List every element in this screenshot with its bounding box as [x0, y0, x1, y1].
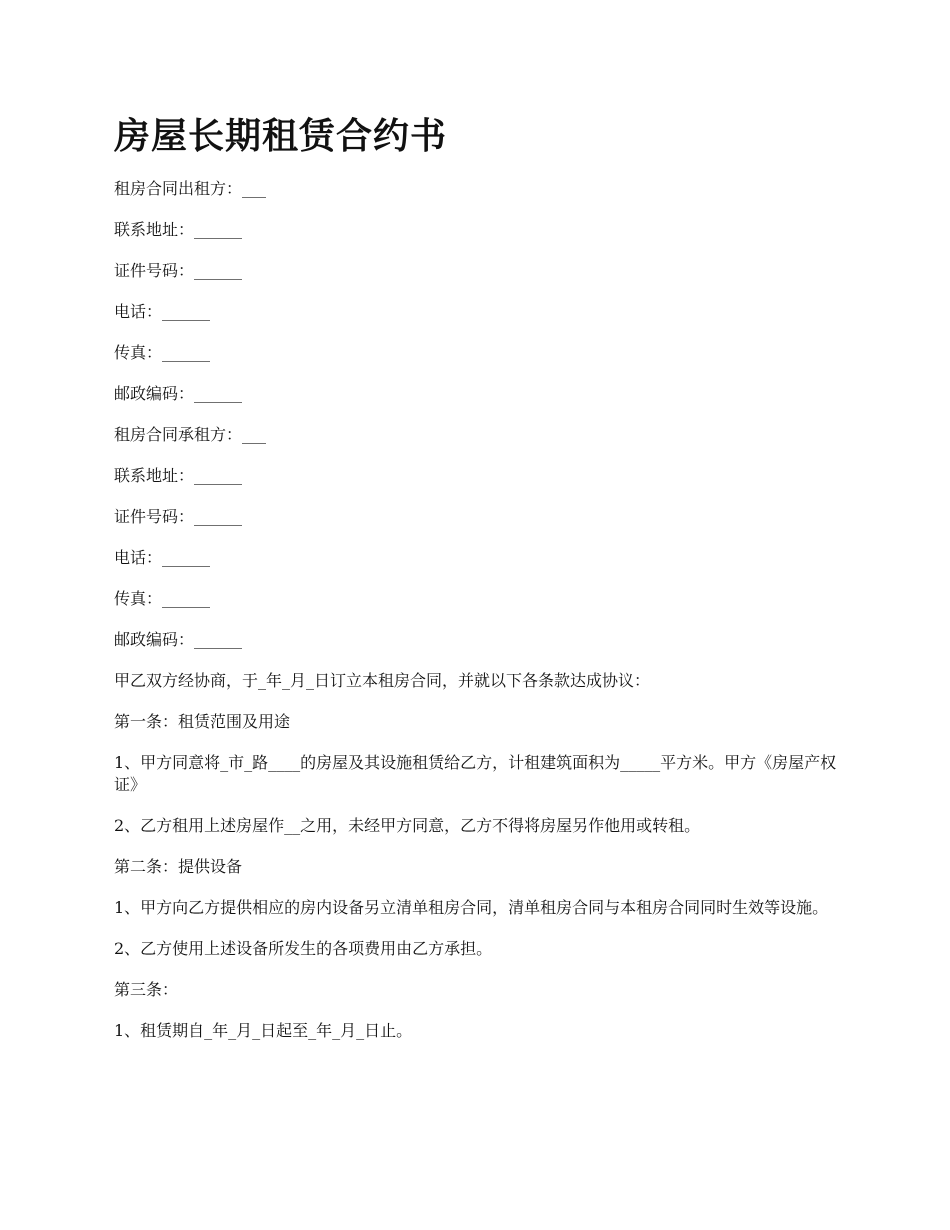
lessor-line: 租房合同出租方：___: [114, 179, 267, 198]
lessor-address-line: 联系地址：______: [114, 220, 243, 239]
lessee-phone-line: 电话：______: [114, 548, 211, 567]
lessor-phone-line: 电话：______: [114, 302, 211, 321]
lessee-address-line: 联系地址：______: [114, 466, 243, 485]
article-3-clause-1: 1、租赁期自_年_月_日起至_年_月_日止。: [114, 1021, 413, 1040]
article-1-heading: 第一条：租赁范围及用途: [114, 712, 291, 731]
document-page: [114, 112, 844, 1061]
lessee-fax-line: 传真：______: [114, 589, 211, 608]
article-2-clause-1: 1、甲方向乙方提供相应的房内设备另立清单租房合同，清单租房合同与本租房合同同时生效等设施。: [114, 898, 829, 917]
document-title: 房屋长期租赁合约书: [114, 115, 448, 157]
lessee-postcode-line: 邮政编码：______: [114, 630, 243, 649]
lessor-id-number-line: 证件号码：______: [114, 261, 243, 280]
agreement-intro: 甲乙双方经协商，于_年_月_日订立本租房合同，并就以下各条款达成协议：: [114, 671, 651, 690]
lessor-fax-line: 传真：______: [114, 343, 211, 362]
article-2-clause-2: 2、乙方使用上述设备所发生的各项费用由乙方承担。: [114, 939, 493, 958]
article-2-heading: 第二条：提供设备: [114, 857, 243, 876]
lessee-line: 租房合同承租方：___: [114, 425, 267, 444]
article-1-clause-2: 2、乙方租用上述房屋作__之用，未经甲方同意，乙方不得将房屋另作他用或转租。: [114, 816, 701, 835]
lessee-id-number-line: 证件号码：______: [114, 507, 243, 526]
lessor-postcode-line: 邮政编码：______: [114, 384, 243, 403]
article-1-clause-1: 1、甲方同意将_市_路____的房屋及其设施租赁给乙方，计租建筑面积为_____平方米。甲方《房屋产权证》: [114, 753, 837, 794]
article-3-heading: 第三条：: [114, 980, 179, 999]
